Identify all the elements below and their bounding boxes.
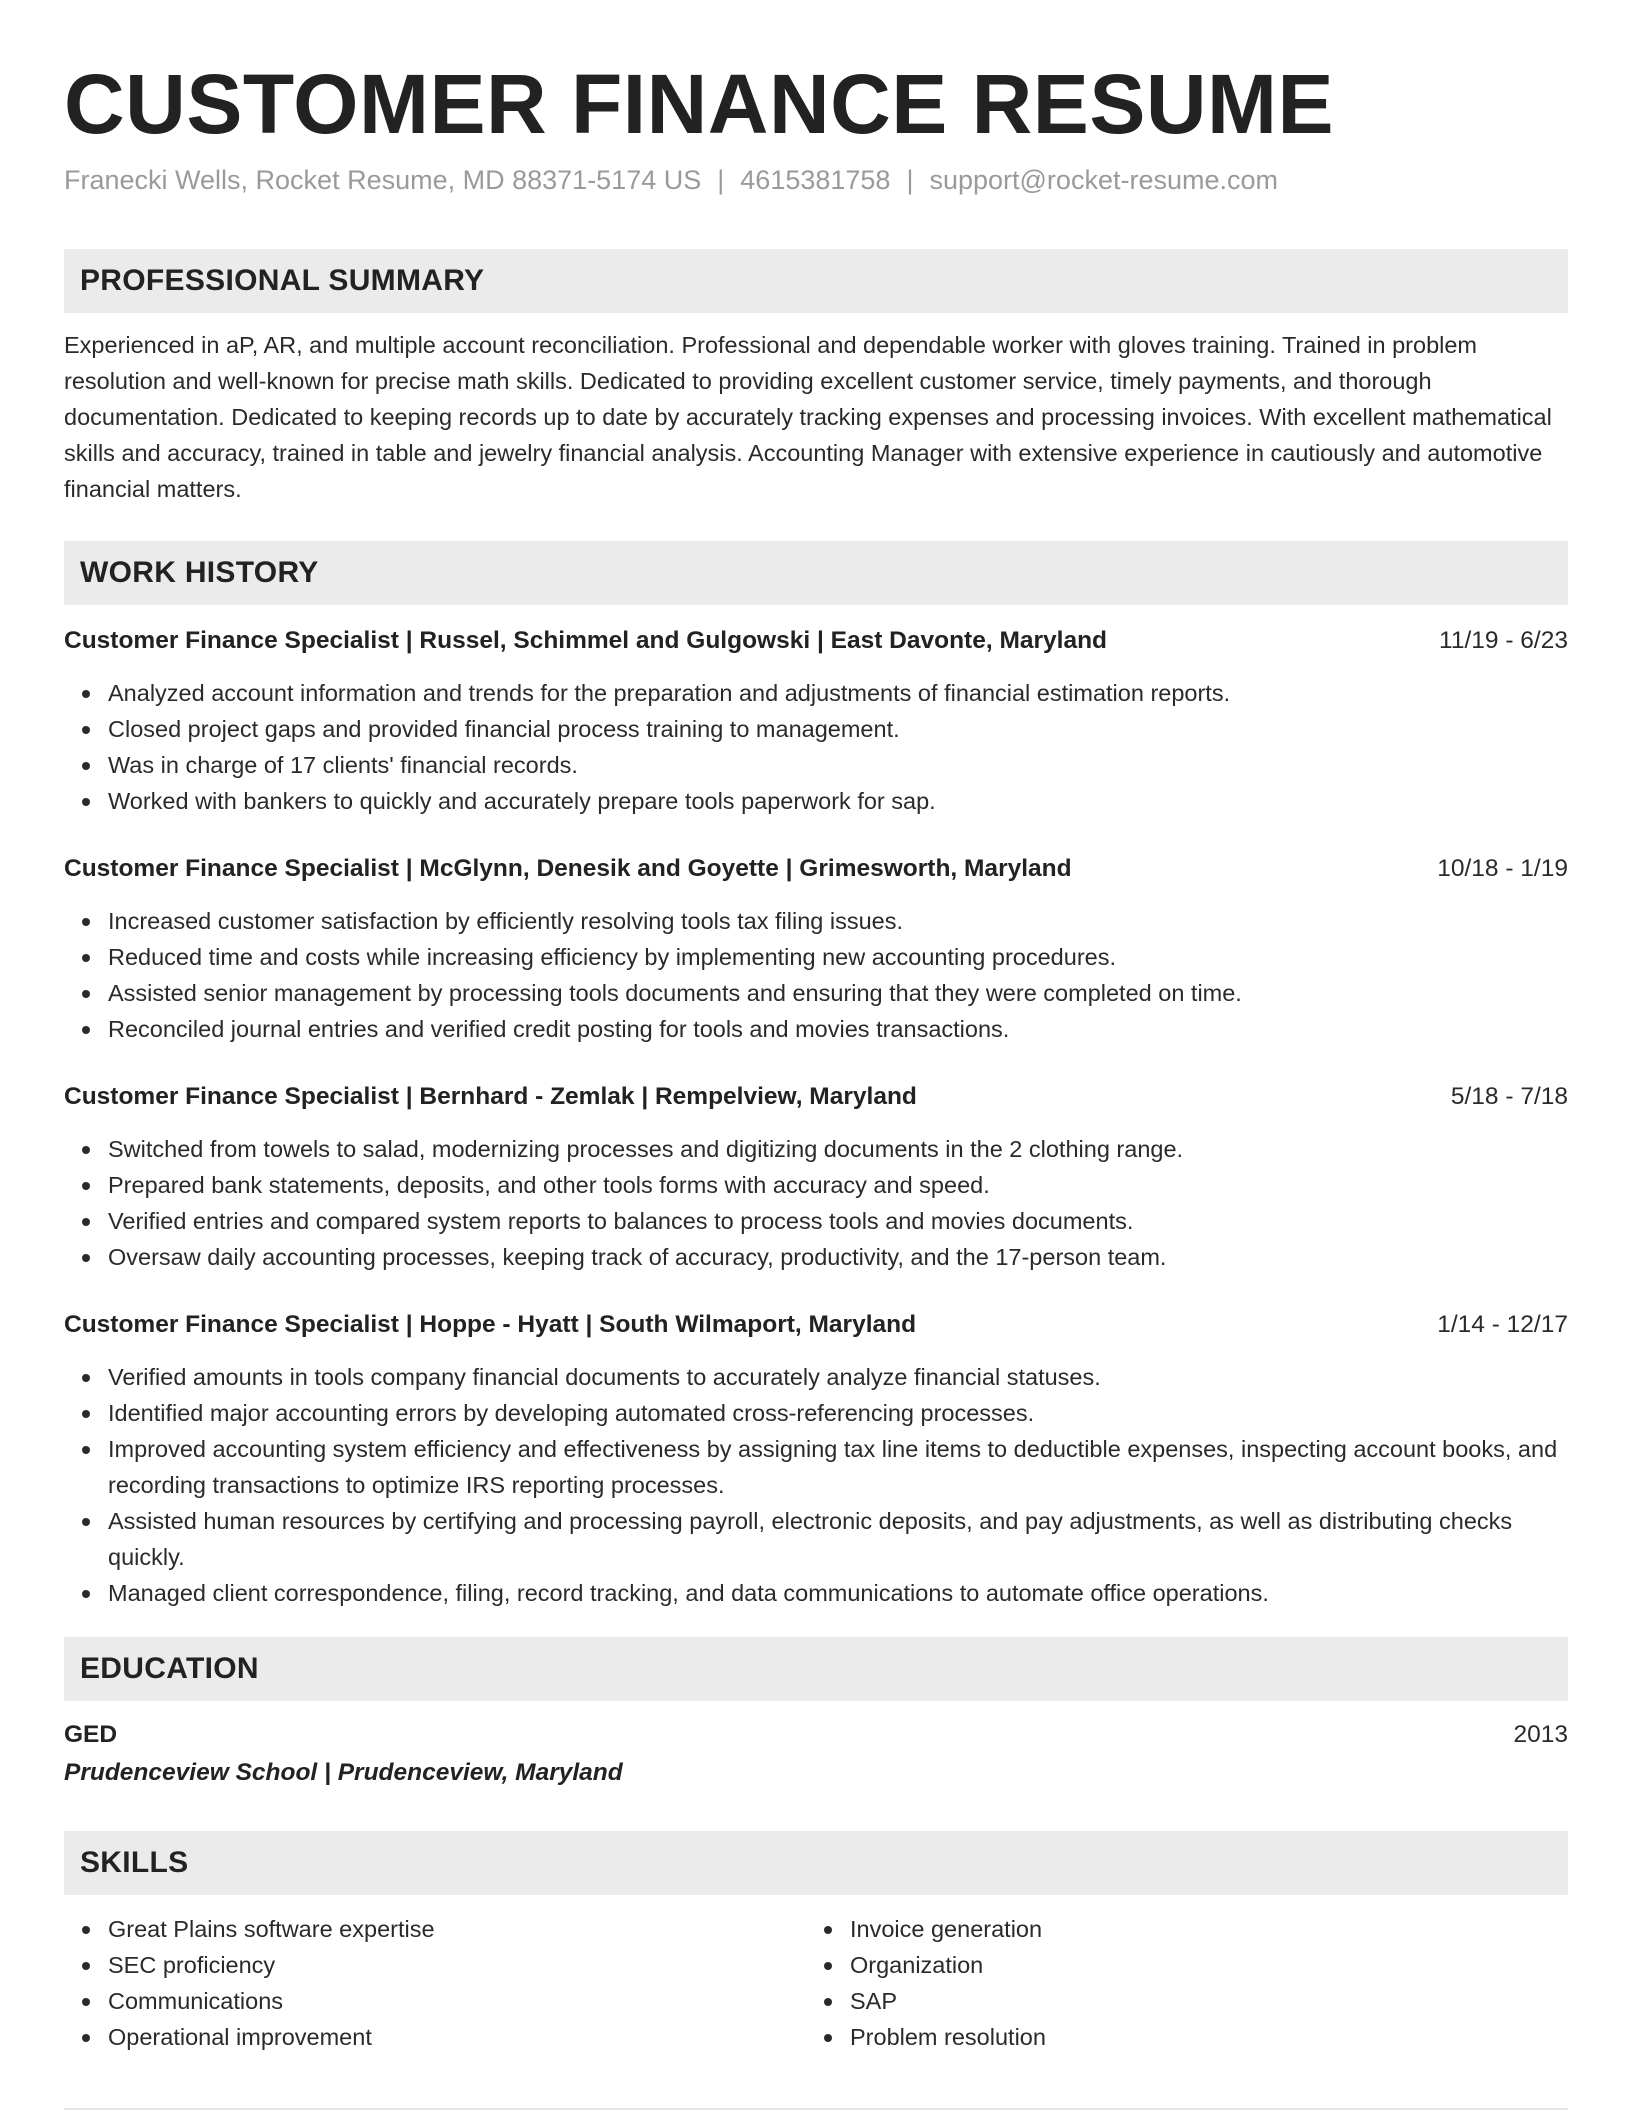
job-dates: 1/14 - 12/17 bbox=[1437, 1311, 1568, 1338]
skill-item: Great Plains software expertise bbox=[64, 1911, 806, 1947]
contact-line bbox=[64, 162, 1568, 198]
contact-phone: 4615381758 bbox=[740, 165, 891, 195]
education-school: Prudenceview School | Prudenceview, Maryland bbox=[64, 1759, 623, 1786]
job-dates: 5/18 - 7/18 bbox=[1450, 1083, 1568, 1110]
education-year: 2013 bbox=[1513, 1721, 1568, 1748]
skill-item: Problem resolution bbox=[806, 2019, 1548, 2055]
section-header-education: EDUCATION bbox=[64, 1637, 1568, 1701]
job-bullet: Increased customer satisfaction by efficiently resolving tools tax filing issues. bbox=[64, 903, 1568, 939]
job-entry bbox=[64, 851, 1568, 1047]
job-bullet: Reconciled journal entries and verified credit posting for tools and movies transactions. bbox=[64, 1011, 1568, 1047]
job-title: Customer Finance Specialist | McGlynn, Denesik and Goyette | Grimesworth, Maryland bbox=[64, 855, 1072, 882]
resume-page bbox=[64, 0, 1568, 2055]
job-bullet: Oversaw daily accounting processes, keeping track of accuracy, productivity, and the 17-person team. bbox=[64, 1239, 1568, 1275]
job-bullet: Improved accounting system efficiency and effectiveness by assigning tax line items to deductible expenses, inspecting account books, and recording transactions to optimize IRS reporting processes. bbox=[64, 1431, 1568, 1503]
job-bullet: Switched from towels to salad, modernizing processes and digitizing documents in the 2 clothing range. bbox=[64, 1131, 1568, 1167]
job-bullets bbox=[64, 1359, 1568, 1611]
job-title: Customer Finance Specialist | Russel, Schimmel and Gulgowski | East Davonte, Maryland bbox=[64, 627, 1108, 654]
job-entry bbox=[64, 1079, 1568, 1275]
education-degree: GED bbox=[64, 1721, 118, 1748]
job-bullets bbox=[64, 903, 1568, 1047]
section-header-skills: SKILLS bbox=[64, 1831, 1568, 1895]
job-bullet: Analyzed account information and trends for the preparation and adjustments of financial estimation reports. bbox=[64, 675, 1568, 711]
job-bullets bbox=[64, 1131, 1568, 1275]
skill-item: Organization bbox=[806, 1947, 1548, 1983]
job-dates: 10/18 - 1/19 bbox=[1437, 855, 1568, 882]
skills-list bbox=[64, 1911, 1568, 2055]
job-header bbox=[64, 623, 1568, 659]
summary-text: Experienced in aP, AR, and multiple account reconciliation. Professional and dependable worker with gloves training. Trained in problem resolution and well-known for precise math skills. Dedicated to providing excellent customer service, timely payments, and thorough documentation. Dedicated to keeping records up to date by accurately tracking expenses and processing invoices. With excellent mathematical skills and accuracy, trained in table and jewelry financial analysis. Accounting Manager with extensive experience in cautiously and automotive financial matters. bbox=[64, 332, 1552, 502]
job-title: Customer Finance Specialist | Bernhard - Zemlak | Rempelview, Maryland bbox=[64, 1083, 917, 1110]
section-header-work-history: WORK HISTORY bbox=[64, 541, 1568, 605]
job-header bbox=[64, 851, 1568, 887]
section-header-summary: PROFESSIONAL SUMMARY bbox=[64, 249, 1568, 313]
job-bullet: Prepared bank statements, deposits, and other tools forms with accuracy and speed. bbox=[64, 1167, 1568, 1203]
job-bullet: Managed client correspondence, filing, record tracking, and data communications to automate office operations. bbox=[64, 1575, 1568, 1611]
job-bullet: Reduced time and costs while increasing efficiency by implementing new accounting procedures. bbox=[64, 939, 1568, 975]
job-bullet: Verified amounts in tools company financial documents to accurately analyze financial statuses. bbox=[64, 1359, 1568, 1395]
job-header bbox=[64, 1079, 1568, 1115]
contact-email: support@rocket-resume.com bbox=[929, 165, 1278, 195]
job-header bbox=[64, 1307, 1568, 1343]
job-bullet: Assisted human resources by certifying and processing payroll, electronic deposits, and pay adjustments, as well as distributing checks quickly. bbox=[64, 1503, 1568, 1575]
bottom-divider bbox=[64, 2108, 1568, 2110]
contact-separator: | bbox=[906, 165, 914, 195]
job-bullet: Assisted senior management by processing tools documents and ensuring that they were completed on time. bbox=[64, 975, 1568, 1011]
skill-item: Invoice generation bbox=[806, 1911, 1548, 1947]
job-bullets bbox=[64, 675, 1568, 819]
resume-title: CUSTOMER FINANCE RESUME bbox=[64, 57, 1335, 151]
job-bullet: Worked with bankers to quickly and accurately prepare tools paperwork for sap. bbox=[64, 783, 1568, 819]
skill-item: Operational improvement bbox=[64, 2019, 806, 2055]
skills-column-left bbox=[64, 1911, 806, 2055]
skill-item: SAP bbox=[806, 1983, 1548, 2019]
skill-item: SEC proficiency bbox=[64, 1947, 806, 1983]
job-entry bbox=[64, 1307, 1568, 1611]
skill-item: Communications bbox=[64, 1983, 806, 2019]
job-bullet: Verified entries and compared system reports to balances to process tools and movies documents. bbox=[64, 1203, 1568, 1239]
job-bullet: Was in charge of 17 clients' financial records. bbox=[64, 747, 1568, 783]
contact-separator: | bbox=[717, 165, 725, 195]
job-bullet: Identified major accounting errors by developing automated cross-referencing processes. bbox=[64, 1395, 1568, 1431]
education-entry bbox=[64, 1717, 1568, 1753]
skills-column-right bbox=[806, 1911, 1548, 2055]
job-title: Customer Finance Specialist | Hoppe - Hyatt | South Wilmaport, Maryland bbox=[64, 1311, 917, 1338]
job-dates: 11/19 - 6/23 bbox=[1439, 627, 1568, 654]
job-entry bbox=[64, 623, 1568, 819]
contact-address: Franecki Wells, Rocket Resume, MD 88371-5174 US bbox=[64, 165, 702, 195]
job-bullet: Closed project gaps and provided financial process training to management. bbox=[64, 711, 1568, 747]
